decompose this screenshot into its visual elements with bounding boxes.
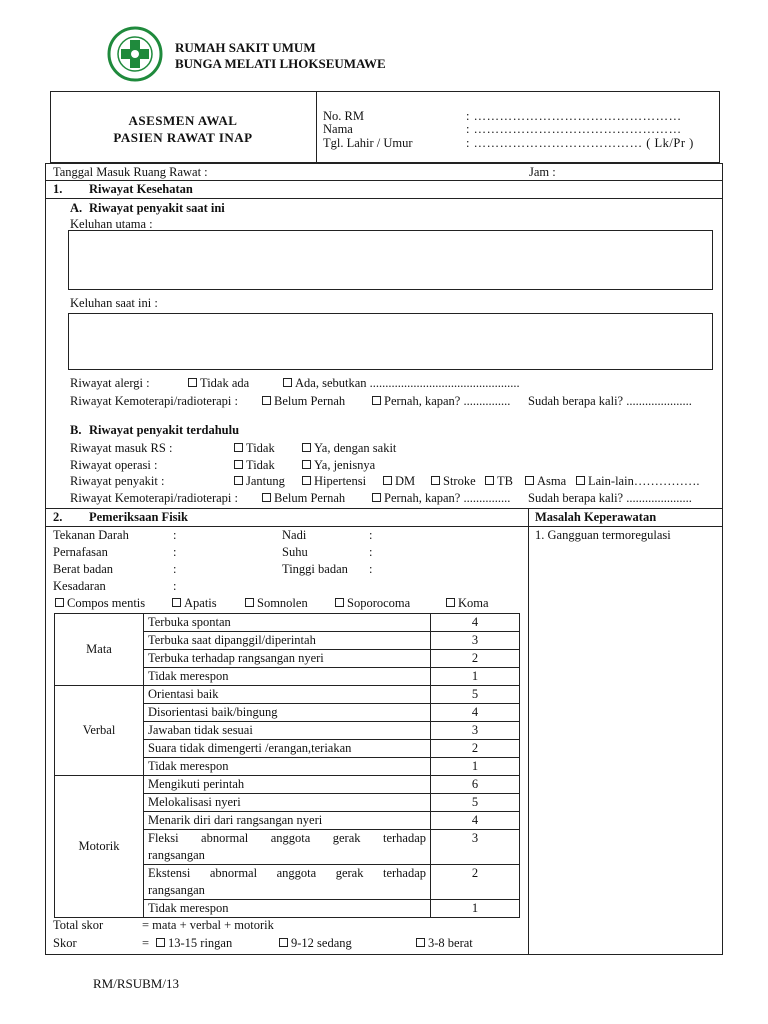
checkbox-icon[interactable] bbox=[372, 396, 381, 405]
vital-kesadaran-label: Kesadaran bbox=[53, 579, 106, 593]
total-skor-label: Total skor bbox=[53, 918, 104, 932]
form-title-line2: PASIEN RAWAT INAP bbox=[113, 130, 253, 145]
keluhan-saat-ini-input[interactable] bbox=[68, 313, 713, 370]
checkbox-icon[interactable] bbox=[234, 476, 243, 485]
kesadaran-opt-compos[interactable]: Compos mentis bbox=[55, 596, 145, 611]
gcs-desc: Mengikuti perintah bbox=[144, 776, 431, 794]
keluhan-utama-label: Keluhan utama : bbox=[70, 217, 153, 231]
hospital-logo bbox=[104, 26, 166, 82]
gcs-table bbox=[54, 613, 520, 918]
gcs-score: 5 bbox=[431, 794, 520, 812]
table-row bbox=[55, 686, 520, 704]
vital-rr-label: Pernafasan bbox=[53, 545, 108, 559]
gcs-score: 2 bbox=[431, 865, 520, 900]
vital-nadi-label: Nadi bbox=[282, 528, 307, 542]
vital-bb-colon: : bbox=[173, 562, 177, 576]
penyakit-opt-tb[interactable]: TB bbox=[485, 474, 513, 489]
gcs-score: 5 bbox=[431, 686, 520, 704]
section2-number: 2. bbox=[53, 510, 63, 524]
masuk-rs-opt-tidak[interactable]: Tidak bbox=[234, 441, 275, 456]
gcs-desc: Jawaban tidak sesuai bbox=[144, 722, 431, 740]
kemo-b-opt-belum[interactable]: Belum Pernah bbox=[262, 491, 345, 506]
vital-bb-label: Berat badan bbox=[53, 562, 114, 576]
penyakit-opt-stroke[interactable]: Stroke bbox=[431, 474, 476, 489]
jam-label: Jam : bbox=[529, 165, 556, 179]
vital-rr-colon: : bbox=[173, 545, 177, 559]
gcs-desc-line: Ekstensi abnormal anggota gerak terhadap bbox=[148, 866, 426, 880]
identity-rm-field[interactable]: : ………………………………………… bbox=[466, 109, 682, 123]
kemo-a-tail: Sudah berapa kali? ..................... bbox=[528, 394, 692, 408]
section1-title: Riwayat Kesehatan bbox=[89, 182, 193, 196]
gcs-score: 3 bbox=[431, 830, 520, 865]
gcs-desc: Suara tidak dimengerti /erangan,teriakan bbox=[144, 740, 431, 758]
gcs-desc: Terbuka terhadap rangsangan nyeri bbox=[144, 650, 431, 668]
kesadaran-opt-somnolen[interactable]: Somnolen bbox=[245, 596, 308, 611]
gcs-score: 2 bbox=[431, 740, 520, 758]
checkbox-icon[interactable] bbox=[234, 460, 243, 469]
checkbox-icon[interactable] bbox=[431, 476, 440, 485]
checkbox-icon[interactable] bbox=[262, 396, 271, 405]
gcs-desc: Disorientasi baik/bingung bbox=[144, 704, 431, 722]
checkbox-icon[interactable] bbox=[335, 598, 344, 607]
subA-label: A. bbox=[70, 201, 83, 215]
keluhan-saat-ini-label: Keluhan saat ini : bbox=[70, 296, 158, 310]
penyakit-label: Riwayat penyakit : bbox=[70, 474, 165, 488]
operasi-opt-ya[interactable]: Ya, jenisnya bbox=[302, 458, 375, 473]
skor-opt-sedang[interactable]: 9-12 sedang bbox=[279, 936, 352, 951]
gcs-category-motorik: Motorik bbox=[55, 776, 144, 918]
gcs-score: 3 bbox=[431, 632, 520, 650]
gcs-score: 4 bbox=[431, 704, 520, 722]
section2-title: Pemeriksaan Fisik bbox=[89, 510, 188, 524]
penyakit-opt-jantung[interactable]: Jantung bbox=[234, 474, 285, 489]
alergi-opt-tidak[interactable]: Tidak ada bbox=[188, 376, 249, 391]
checkbox-icon[interactable] bbox=[525, 476, 534, 485]
table-row bbox=[55, 614, 520, 632]
gcs-desc bbox=[144, 865, 431, 900]
identity-nama-label: Nama bbox=[323, 122, 353, 136]
kemo-a-label: Riwayat Kemoterapi/radioterapi : bbox=[70, 394, 238, 408]
checkbox-icon[interactable] bbox=[576, 476, 585, 485]
gcs-desc: Terbuka saat dipanggil/diperintah bbox=[144, 632, 431, 650]
kesadaran-opt-koma[interactable]: Koma bbox=[446, 596, 489, 611]
subB-label: B. bbox=[70, 423, 82, 437]
gcs-desc: Orientasi baik bbox=[144, 686, 431, 704]
kesadaran-opt-soporocoma[interactable]: Soporocoma bbox=[335, 596, 410, 611]
gcs-score: 4 bbox=[431, 614, 520, 632]
checkbox-icon[interactable] bbox=[446, 598, 455, 607]
gcs-desc: Melokalisasi nyeri bbox=[144, 794, 431, 812]
checkbox-icon[interactable] bbox=[485, 476, 494, 485]
gcs-desc-line: rangsangan bbox=[148, 883, 205, 897]
penyakit-opt-asma[interactable]: Asma bbox=[525, 474, 566, 489]
checkbox-icon[interactable] bbox=[156, 938, 165, 947]
masuk-rs-label: Riwayat masuk RS : bbox=[70, 441, 173, 455]
gcs-desc: Tidak merespon bbox=[144, 900, 431, 918]
identity-lahir-field[interactable]: : ………………………………… ( Lk/Pr ) bbox=[466, 136, 694, 150]
checkbox-icon[interactable] bbox=[172, 598, 181, 607]
section1-number: 1. bbox=[53, 182, 63, 196]
masalah-title: Masalah Keperawatan bbox=[535, 510, 657, 524]
kemo-b-tail: Sudah berapa kali? ..................... bbox=[528, 491, 692, 505]
masuk-rs-opt-ya[interactable]: Ya, dengan sakit bbox=[302, 441, 396, 456]
gcs-desc bbox=[144, 830, 431, 865]
total-skor-value: = mata + verbal + motorik bbox=[142, 918, 274, 932]
kemo-b-label: Riwayat Kemoterapi/radioterapi : bbox=[70, 491, 238, 505]
checkbox-icon[interactable] bbox=[262, 493, 271, 502]
gcs-desc: Menarik diri dari rangsangan nyeri bbox=[144, 812, 431, 830]
gcs-score: 1 bbox=[431, 668, 520, 686]
subA-title: Riwayat penyakit saat ini bbox=[89, 201, 225, 215]
subB-title: Riwayat penyakit terdahulu bbox=[89, 423, 240, 437]
vital-kesadaran-colon: : bbox=[173, 579, 177, 593]
kemo-b-opt-pernah[interactable]: Pernah, kapan? ............... bbox=[372, 491, 510, 506]
gcs-score: 3 bbox=[431, 722, 520, 740]
hospital-name-line2: BUNGA MELATI LHOKSEUMAWE bbox=[175, 56, 386, 71]
vital-td-colon: : bbox=[173, 528, 177, 542]
skor-label: Skor bbox=[53, 936, 77, 950]
gcs-desc-line: Fleksi abnormal anggota gerak terhadap bbox=[148, 831, 426, 845]
gcs-score: 1 bbox=[431, 758, 520, 776]
gcs-score: 1 bbox=[431, 900, 520, 918]
vital-tb-label: Tinggi badan bbox=[282, 562, 348, 576]
checkbox-icon[interactable] bbox=[188, 378, 197, 387]
form-title-line1: ASESMEN AWAL bbox=[128, 113, 238, 128]
kesadaran-opt-apatis[interactable]: Apatis bbox=[172, 596, 217, 611]
tanggal-masuk-label: Tanggal Masuk Ruang Rawat : bbox=[53, 165, 208, 179]
alergi-opt-ada[interactable]: Ada, sebutkan ................................................ bbox=[283, 376, 520, 391]
gcs-score: 2 bbox=[431, 650, 520, 668]
gcs-desc: Tidak merespon bbox=[144, 668, 431, 686]
masalah-item: 1. Gangguan termoregulasi bbox=[535, 528, 671, 542]
checkbox-icon[interactable] bbox=[279, 938, 288, 947]
gcs-desc: Tidak merespon bbox=[144, 758, 431, 776]
vital-tb-colon: : bbox=[369, 562, 373, 576]
keluhan-utama-input[interactable] bbox=[68, 230, 713, 290]
skor-eq: = bbox=[142, 936, 150, 950]
checkbox-icon[interactable] bbox=[245, 598, 254, 607]
checkbox-icon[interactable] bbox=[283, 378, 292, 387]
gcs-desc-line: rangsangan bbox=[148, 848, 205, 862]
gcs-score: 6 bbox=[431, 776, 520, 794]
vital-td-label: Tekanan Darah bbox=[53, 528, 129, 542]
identity-nama-field[interactable]: : ………………………………………… bbox=[466, 122, 682, 136]
vital-suhu-label: Suhu bbox=[282, 545, 308, 559]
checkbox-icon[interactable] bbox=[234, 443, 243, 452]
alergi-label: Riwayat alergi : bbox=[70, 376, 150, 390]
kemo-a-opt-pernah[interactable]: Pernah, kapan? ............... bbox=[372, 394, 510, 409]
gcs-category-verbal: Verbal bbox=[55, 686, 144, 776]
gcs-score: 4 bbox=[431, 812, 520, 830]
skor-opt-berat[interactable]: 3-8 berat bbox=[416, 936, 473, 951]
vital-nadi-colon: : bbox=[369, 528, 373, 542]
checkbox-icon[interactable] bbox=[383, 476, 392, 485]
checkbox-icon[interactable] bbox=[55, 598, 64, 607]
penyakit-opt-dm[interactable]: DM bbox=[383, 474, 415, 489]
operasi-label: Riwayat operasi : bbox=[70, 458, 158, 472]
checkbox-icon[interactable] bbox=[302, 460, 311, 469]
hospital-name-line1: RUMAH SAKIT UMUM bbox=[175, 40, 316, 55]
skor-opt-ringan[interactable]: 13-15 ringan bbox=[156, 936, 232, 951]
vital-suhu-colon: : bbox=[369, 545, 373, 559]
checkbox-icon[interactable] bbox=[416, 938, 425, 947]
checkbox-icon[interactable] bbox=[372, 493, 381, 502]
identity-rm-label: No. RM bbox=[323, 109, 364, 123]
footer-code: RM/RSUBM/13 bbox=[93, 976, 179, 991]
kemo-a-opt-belum[interactable]: Belum Pernah bbox=[262, 394, 345, 409]
table-row bbox=[55, 776, 520, 794]
penyakit-opt-lain[interactable]: Lain-lain……………. bbox=[576, 474, 699, 489]
identity-lahir-label: Tgl. Lahir / Umur bbox=[323, 136, 413, 150]
operasi-opt-tidak[interactable]: Tidak bbox=[234, 458, 275, 473]
checkbox-icon[interactable] bbox=[302, 443, 311, 452]
checkbox-icon[interactable] bbox=[302, 476, 311, 485]
gcs-category-mata: Mata bbox=[55, 614, 144, 686]
penyakit-opt-hipertensi[interactable]: Hipertensi bbox=[302, 474, 366, 489]
gcs-desc: Terbuka spontan bbox=[144, 614, 431, 632]
